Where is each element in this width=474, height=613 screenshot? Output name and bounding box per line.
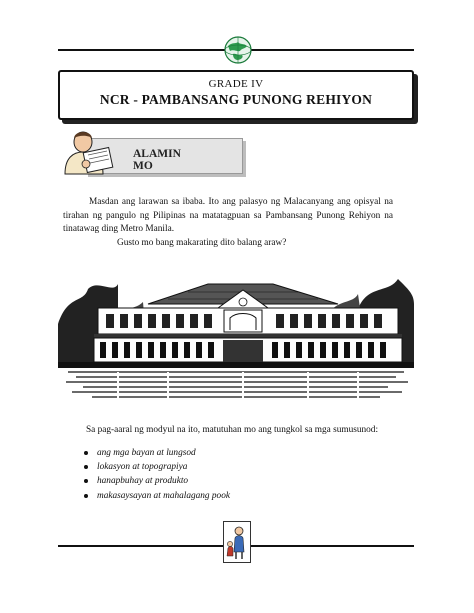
person-with-child-icon — [223, 521, 251, 563]
list-item: ang mga bayan at lungsod — [82, 446, 230, 460]
bullet-icon — [84, 479, 88, 483]
bullet-icon — [84, 451, 88, 455]
list-item: lokasyon at topograpiya — [82, 460, 230, 474]
question-text: Gusto mo bang makarating dito balang araw? — [117, 238, 287, 248]
intro-paragraph: Masdan ang larawan sa ibaba. Ito ang palasyo ng Malacanyang ang opisyal na tirahan ng pangulo ng Pilipinas na matatagpuan sa Pambansang Punong Rehiyon na tinatawag ding Metro Manila. — [63, 197, 393, 234]
reading-person-icon — [55, 128, 121, 176]
bullet-icon — [84, 465, 88, 469]
globe-icon — [224, 36, 252, 64]
region-title: NCR - PAMBANSANG PUNONG REHIYON — [99, 92, 373, 107]
bullet-icon — [84, 494, 88, 498]
title-box — [58, 70, 414, 120]
list-item: hanapbuhay at produkto — [82, 474, 230, 488]
section-tag — [55, 128, 195, 174]
grade-label: GRADE IV — [208, 78, 264, 90]
topic-list — [82, 446, 230, 503]
learning-intro: Sa pag-aaral ng modyul na ito, matutuhan mo ang tungkol sa mga sumusunod: — [86, 425, 379, 435]
section-label: ALAMIN MO — [133, 148, 181, 172]
malacanang-palace-illustration — [58, 264, 414, 404]
list-item: makasaysayan at mahalagang pook — [82, 489, 230, 503]
